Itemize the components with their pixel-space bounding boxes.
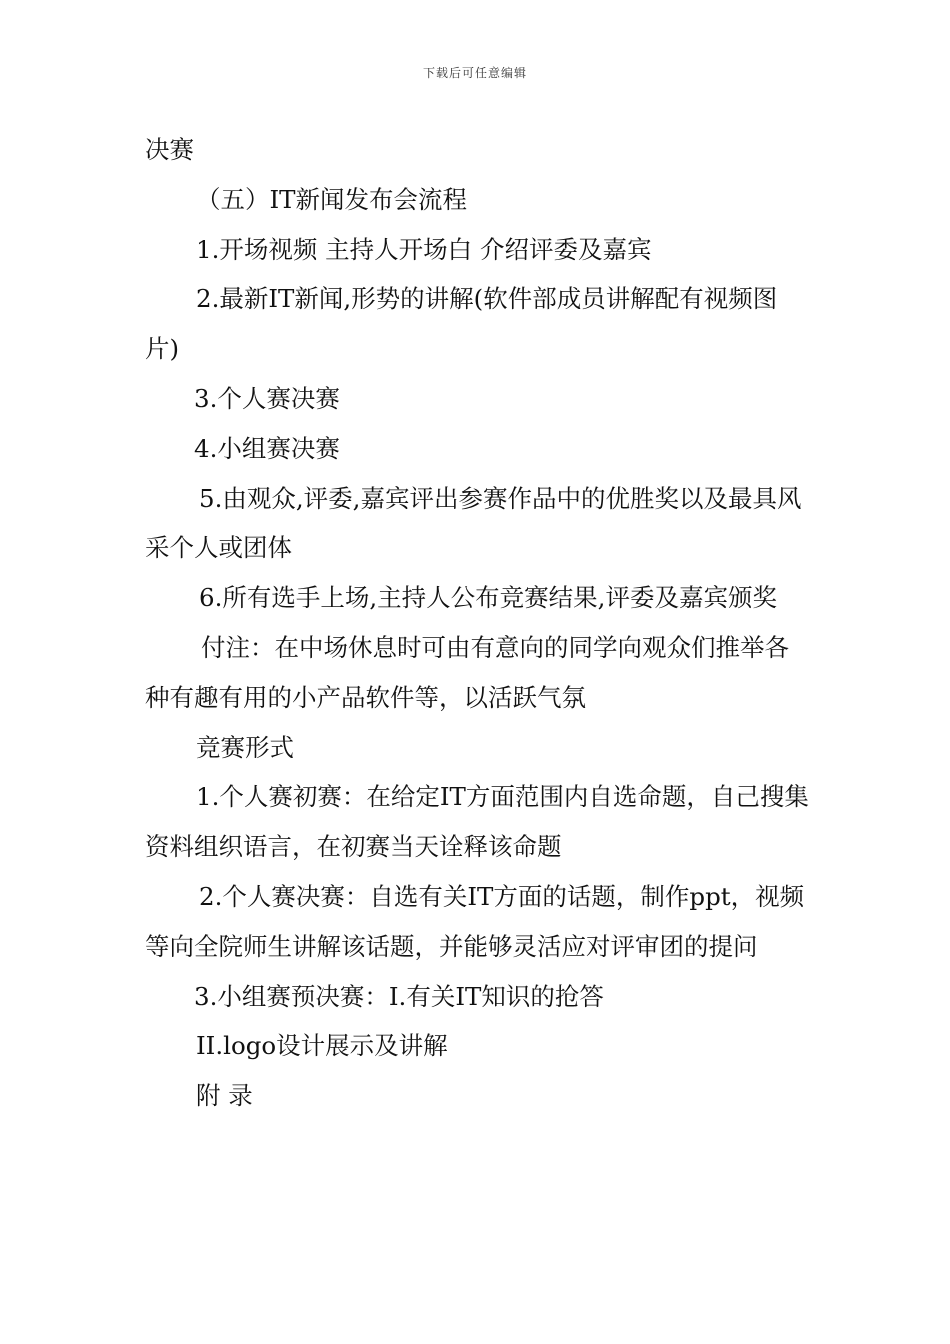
section-heading-appendix: 附 录 <box>196 1081 253 1111</box>
section-heading-format: 竞赛形式 <box>196 732 294 762</box>
page-header-note: 下载后可任意编辑 <box>422 66 527 80</box>
list-item-group-semifinal: 3.小组赛预决赛：I.有关IT知识的抢答 <box>194 981 604 1011</box>
list-item-results: 6.所有选手上场,主持人公布竞赛结果,评委及嘉宾颁奖 <box>199 583 777 613</box>
list-item-individual-final-desc: 2.个人赛决赛：自选有关IT方面的话题，制作ppt，视频等向全院师生讲解该话题，并能够灵活应对评审团的提问 <box>145 881 805 961</box>
list-item-awards-vote: 5.由观众,评委,嘉宾评出参赛作品中的优胜奖以及最具风采个人或团体 <box>145 483 802 563</box>
paragraph-final-round: 决赛 <box>145 135 194 164</box>
list-item-individual-preliminary: 1.个人赛初赛：在给定IT方面范围内自选命题，自己搜集资料组织语言，在初赛当天诠释该命题 <box>145 782 809 862</box>
list-item-it-news: 2.最新IT新闻,形势的讲解(软件部成员讲解配有视频图片) <box>145 284 778 364</box>
section-heading-news-conference: （五）IT新闻发布会流程 <box>196 184 468 214</box>
list-item-logo-design: II.logo设计展示及讲解 <box>196 1031 448 1061</box>
document-body <box>145 125 810 1121</box>
list-item-opening: 1.开场视频 主持人开场白 介绍评委及嘉宾 <box>196 234 652 264</box>
list-item-individual-final: 3.个人赛决赛 <box>194 383 340 413</box>
paragraph-note: 付注：在中场休息时可由有意向的同学向观众们推举各种有趣有用的小产品软件等，以活跃气氛 <box>145 632 789 712</box>
list-item-group-final: 4.小组赛决赛 <box>194 433 340 463</box>
